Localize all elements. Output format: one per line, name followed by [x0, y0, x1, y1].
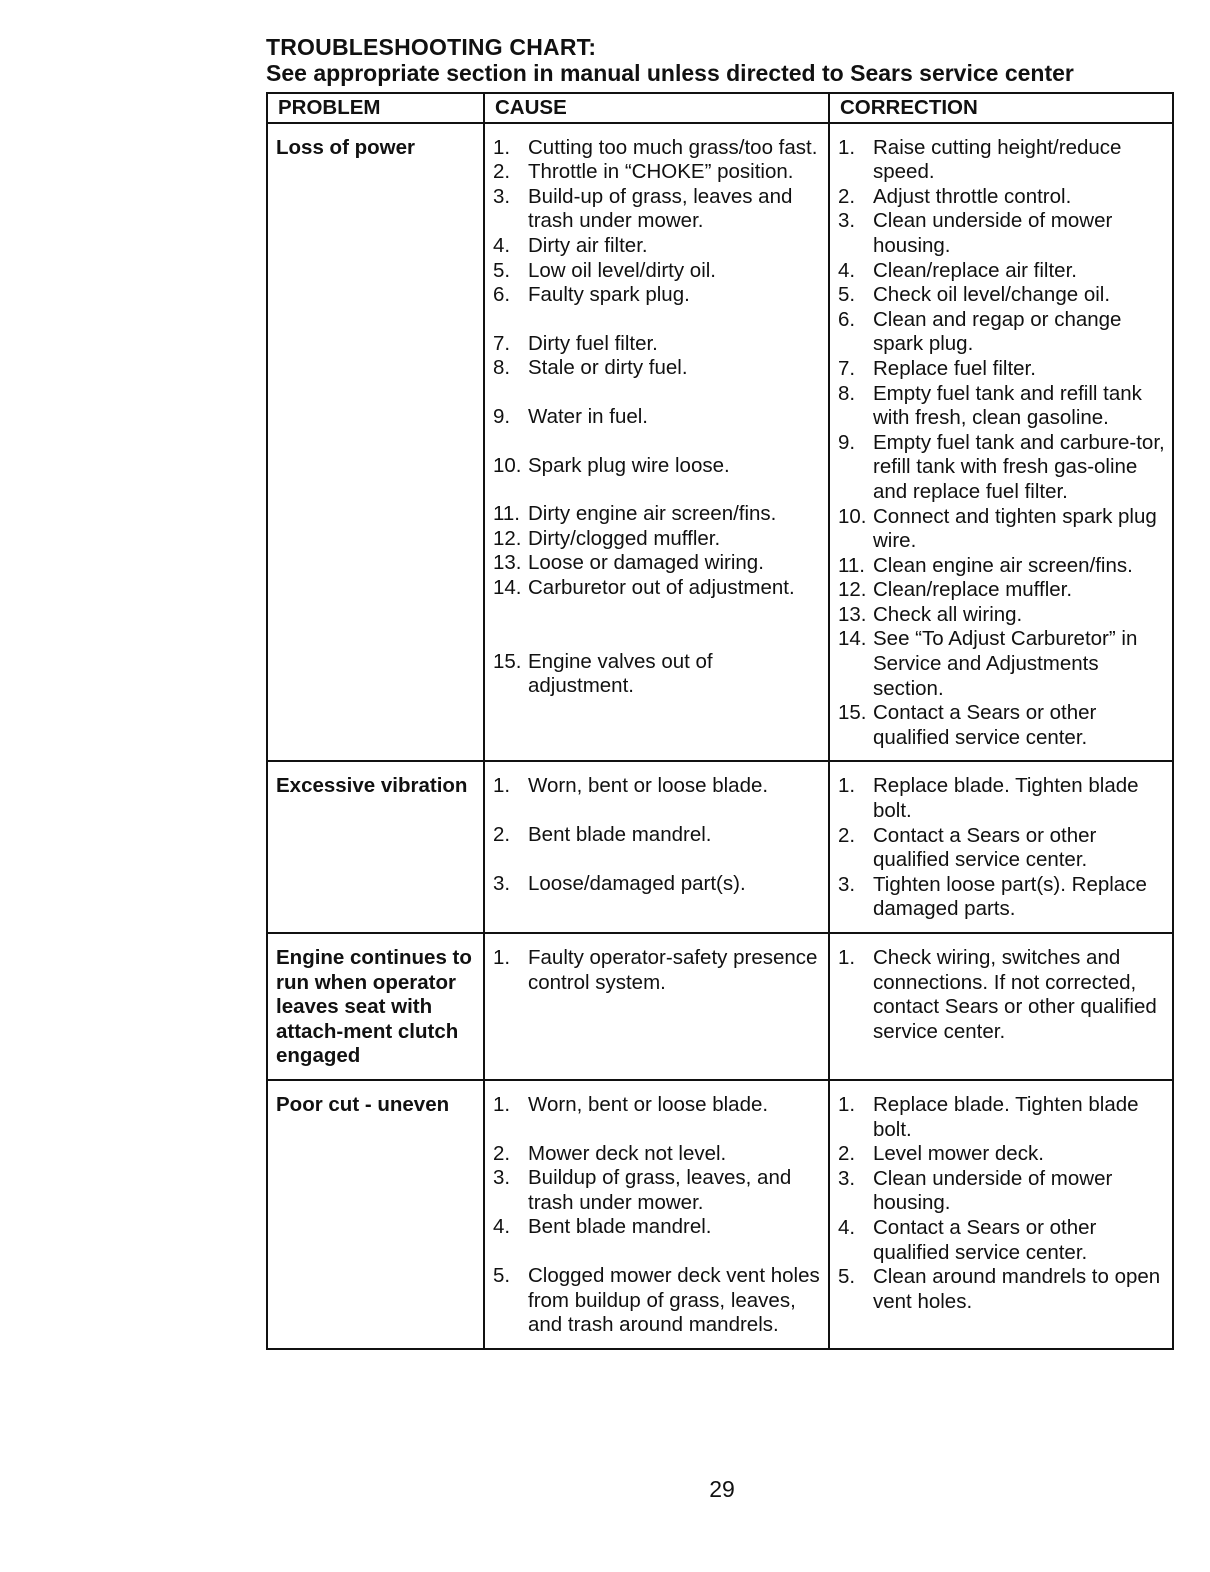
item-text: Raise cutting height/reduce speed.	[873, 135, 1122, 184]
list-item	[493, 1264, 822, 1338]
list-item	[493, 136, 822, 161]
item-text: Clean underside of mower housing.	[873, 1166, 1113, 1215]
list-item	[838, 1216, 1166, 1265]
correction-cell	[829, 761, 1173, 933]
cause-cell	[484, 933, 829, 1080]
item-number: 13.	[838, 602, 867, 626]
list-item	[838, 603, 1166, 628]
item-text: Check oil level/change oil.	[873, 283, 1111, 307]
problem-label: Poor cut - uneven	[276, 1092, 450, 1116]
item-number: 5.	[493, 258, 511, 282]
list-item	[493, 946, 822, 995]
item-number: 9.	[838, 430, 856, 454]
list-item	[838, 946, 1166, 1044]
item-number: 5.	[838, 1265, 856, 1289]
item-number: 1.	[493, 1092, 511, 1116]
correction-cell	[829, 933, 1173, 1080]
item-number: 5.	[493, 1263, 511, 1287]
item-number: 14.	[838, 627, 867, 651]
chart-subtitle: See appropriate section in manual unless directed to Sears service center	[266, 60, 1074, 86]
item-number: 8.	[493, 356, 511, 380]
list-item	[493, 1215, 822, 1240]
item-number: 12.	[493, 526, 522, 550]
item-text: Replace blade. Tighten blade bolt.	[873, 774, 1139, 823]
item-number: 1.	[493, 135, 511, 159]
item-number: 5.	[838, 283, 856, 307]
list-item	[838, 774, 1166, 823]
list-item	[838, 357, 1166, 382]
problem-cell	[267, 933, 484, 1080]
item-text: Low oil level/dirty oil.	[528, 258, 716, 282]
list-item	[493, 650, 822, 699]
table-row	[267, 1080, 1173, 1349]
item-number: 9.	[493, 404, 511, 428]
list-item	[493, 356, 822, 381]
item-text: Tighten loose part(s). Replace damaged parts.	[873, 872, 1147, 921]
list-item	[493, 332, 822, 357]
cause-cell	[484, 761, 829, 933]
item-text: Buildup of grass, leaves, and trash under mower.	[528, 1166, 792, 1214]
item-number: 4.	[838, 258, 856, 282]
item-number: 3.	[838, 209, 856, 233]
table-header-row	[267, 93, 1173, 123]
item-number: 2.	[838, 1142, 856, 1166]
list-item	[493, 774, 822, 799]
list-item	[493, 823, 822, 848]
list-item	[493, 527, 822, 552]
item-text: Build-up of grass, leaves and trash under mower.	[528, 184, 793, 233]
header-cause: CAUSE	[484, 93, 829, 123]
list-item	[493, 872, 822, 897]
header-correction: CORRECTION	[829, 93, 1173, 123]
list-item	[838, 209, 1166, 258]
list-item	[838, 824, 1166, 873]
list-item	[838, 505, 1166, 554]
correction-cell	[829, 123, 1173, 762]
item-text: Adjust throttle control.	[873, 184, 1072, 208]
item-number: 11.	[493, 502, 520, 526]
item-number: 11.	[838, 553, 865, 577]
item-number: 4.	[838, 1215, 856, 1239]
item-text: Worn, bent or loose blade.	[528, 1092, 769, 1116]
item-number: 4.	[493, 1215, 511, 1239]
list-item	[493, 185, 822, 234]
item-number: 6.	[493, 283, 511, 307]
item-number: 3.	[493, 871, 511, 895]
item-text: Replace fuel filter.	[873, 356, 1036, 380]
item-text: Dirty fuel filter.	[528, 331, 658, 355]
list-item	[838, 578, 1166, 603]
list-item	[838, 382, 1166, 431]
item-text: Clean around mandrels to open vent holes.	[873, 1265, 1161, 1313]
item-text: Contact a Sears or other qualified service center.	[873, 701, 1097, 749]
item-number: 6.	[838, 307, 856, 331]
item-number: 15.	[493, 649, 522, 673]
item-text: Cutting too much grass/too fast.	[528, 135, 818, 159]
list-item	[493, 1093, 822, 1118]
item-number: 3.	[838, 1166, 856, 1190]
list-item	[493, 405, 822, 430]
problem-label: Engine continues to run when operator leaves seat with attach-ment clutch engaged	[276, 946, 472, 1068]
item-text: Clean/replace air filter.	[873, 258, 1077, 282]
item-text: Clean/replace muffler.	[873, 578, 1073, 602]
item-number: 7.	[838, 356, 856, 380]
item-text: Connect and tighten spark plug wire.	[873, 504, 1157, 553]
item-text: Mower deck not level.	[528, 1141, 727, 1165]
problem-label: Excessive vibration	[276, 774, 468, 798]
list-item	[838, 259, 1166, 284]
item-text: Water in fuel.	[528, 404, 649, 428]
item-text: Contact a Sears or other qualified service center.	[873, 823, 1097, 872]
item-number: 1.	[493, 774, 511, 798]
item-text: Dirty/clogged muffler.	[528, 526, 721, 550]
item-text: Check wiring, switches and connections. If not corrected, contact Sears or other qualified service center.	[873, 946, 1157, 1043]
item-text: Faulty operator-safety presence control system.	[528, 946, 818, 994]
item-text: Contact a Sears or other qualified service center.	[873, 1215, 1097, 1264]
list-item	[493, 454, 822, 479]
item-text: Carburetor out of adjustment.	[528, 575, 795, 599]
item-text: Clean engine air screen/fins.	[873, 553, 1133, 577]
item-text: Stale or dirty fuel.	[528, 356, 688, 380]
correction-cell	[829, 1080, 1173, 1349]
item-number: 3.	[493, 184, 511, 208]
item-number: 2.	[838, 823, 856, 847]
item-text: Loose or damaged wiring.	[528, 551, 764, 575]
item-number: 13.	[493, 551, 522, 575]
item-text: See “To Adjust Carburetor” in Service and Adjustments section.	[873, 627, 1138, 700]
item-text: Bent blade mandrel.	[528, 1215, 712, 1239]
list-item	[838, 1167, 1166, 1216]
list-item	[838, 308, 1166, 357]
item-text: Faulty spark plug.	[528, 283, 690, 307]
list-item	[838, 1093, 1166, 1142]
list-item	[838, 431, 1166, 505]
item-text: Engine valves out of adjustment.	[528, 649, 713, 698]
list-item	[493, 259, 822, 284]
page-number: 29	[709, 1476, 735, 1502]
problem-cell	[267, 1080, 484, 1349]
list-item	[493, 1142, 822, 1167]
list-item	[838, 873, 1166, 922]
item-text: Check all wiring.	[873, 602, 1023, 626]
list-item	[493, 160, 822, 185]
table-row	[267, 123, 1173, 762]
item-text: Spark plug wire loose.	[528, 453, 730, 477]
header-problem: PROBLEM	[267, 93, 484, 123]
item-number: 10.	[838, 504, 867, 528]
item-text: Dirty air filter.	[528, 233, 648, 257]
item-text: Bent blade mandrel.	[528, 823, 712, 847]
list-item	[838, 283, 1166, 308]
list-item	[493, 283, 822, 308]
item-number: 3.	[493, 1166, 511, 1190]
item-number: 2.	[493, 160, 511, 184]
item-text: Clean and regap or change spark plug.	[873, 307, 1122, 356]
item-number: 15.	[838, 701, 867, 725]
item-text: Worn, bent or loose blade.	[528, 774, 769, 798]
cause-cell	[484, 1080, 829, 1349]
item-number: 14.	[493, 575, 522, 599]
item-number: 1.	[838, 135, 856, 159]
troubleshooting-table	[266, 92, 1174, 1350]
item-number: 10.	[493, 453, 522, 477]
problem-label: Loss of power	[276, 135, 415, 159]
list-item	[493, 234, 822, 259]
table-row	[267, 761, 1173, 933]
item-number: 1.	[838, 1092, 856, 1116]
list-item	[838, 1142, 1166, 1167]
item-text: Dirty engine air screen/fins.	[528, 502, 777, 526]
list-item	[493, 551, 822, 576]
list-item	[838, 1265, 1166, 1314]
list-item	[493, 1166, 822, 1215]
problem-cell	[267, 761, 484, 933]
list-item	[493, 576, 822, 601]
item-number: 3.	[838, 872, 856, 896]
list-item	[838, 185, 1166, 210]
item-text: Empty fuel tank and carbure-tor, refill tank with fresh gas-oline and replace fuel filter.	[873, 430, 1165, 503]
list-item	[838, 554, 1166, 579]
list-item	[838, 701, 1166, 750]
item-text: Level mower deck.	[873, 1142, 1044, 1166]
item-number: 1.	[838, 774, 856, 798]
item-number: 2.	[493, 823, 511, 847]
item-text: Throttle in “CHOKE” position.	[528, 160, 794, 184]
item-text: Loose/damaged part(s).	[528, 871, 746, 895]
item-number: 2.	[493, 1141, 511, 1165]
item-text: Clean underside of mower housing.	[873, 209, 1113, 257]
item-text: Clogged mower deck vent holes from buildup of grass, leaves, and trash around mandrels.	[528, 1263, 820, 1337]
item-number: 1.	[493, 946, 511, 969]
item-number: 1.	[838, 946, 856, 969]
item-text: Empty fuel tank and refill tank with fresh, clean gasoline.	[873, 381, 1142, 430]
item-number: 8.	[838, 381, 856, 405]
item-number: 7.	[493, 331, 511, 355]
list-item	[838, 627, 1166, 701]
item-number: 12.	[838, 578, 867, 602]
item-number: 4.	[493, 233, 511, 257]
problem-cell	[267, 123, 484, 762]
list-item	[838, 136, 1166, 185]
chart-title: TROUBLESHOOTING CHART:	[266, 34, 597, 60]
list-item	[493, 502, 822, 527]
table-row	[267, 933, 1173, 1080]
item-text: Replace blade. Tighten blade bolt.	[873, 1092, 1139, 1141]
cause-cell	[484, 123, 829, 762]
item-number: 2.	[838, 184, 856, 208]
